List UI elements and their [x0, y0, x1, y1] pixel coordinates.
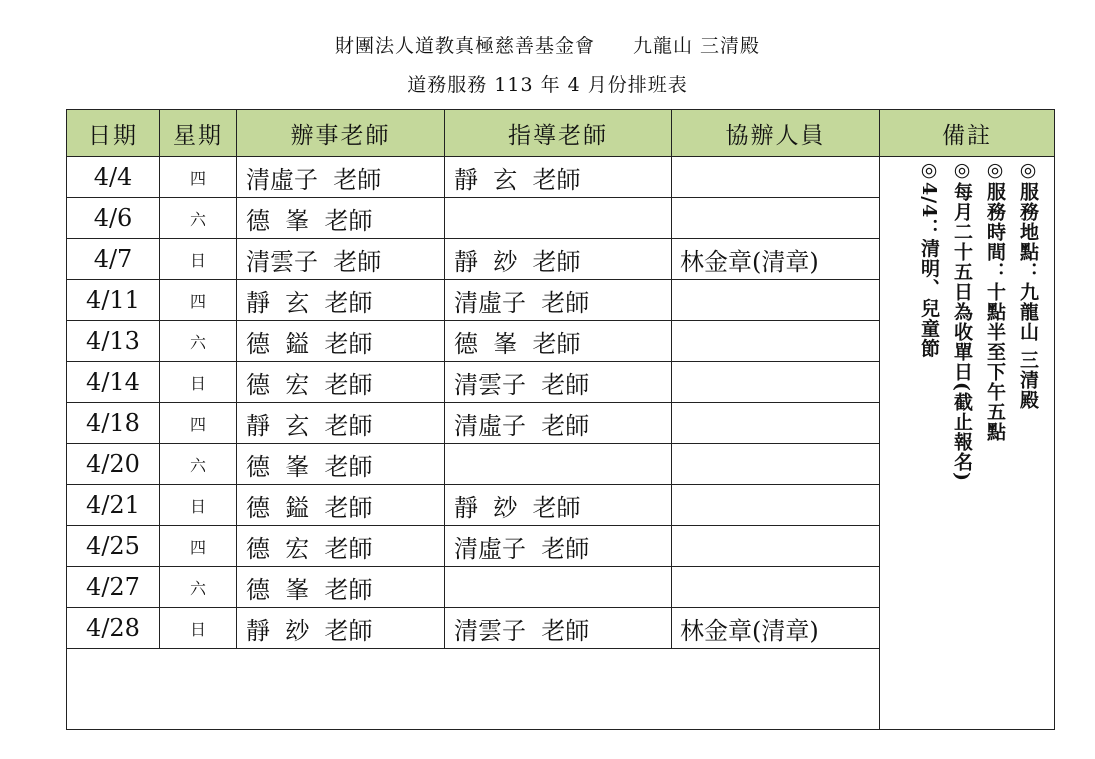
assist-cell [672, 403, 880, 444]
date-cell: 4/25 [67, 526, 160, 567]
col-header-guide: 指導老師 [445, 110, 672, 157]
guide-cell: 靜 玅 老師 [445, 239, 672, 280]
assist-cell: 林金章(清章) [672, 608, 880, 649]
guide-cell: 靜 玅 老師 [445, 485, 672, 526]
guide-cell: 清虛子 老師 [445, 526, 672, 567]
notes-cell [880, 157, 1055, 730]
weekday-cell: 四 [160, 526, 237, 567]
assist-cell [672, 567, 880, 608]
handler-cell: 靜 玄 老師 [237, 280, 445, 321]
guide-cell: 清虛子 老師 [445, 280, 672, 321]
date-cell: 4/27 [67, 567, 160, 608]
date-cell: 4/14 [67, 362, 160, 403]
table-header-row [67, 110, 1055, 157]
handler-cell: 清虛子 老師 [237, 157, 445, 198]
weekday-cell: 日 [160, 239, 237, 280]
weekday-cell: 四 [160, 403, 237, 444]
handler-cell: 德 鎰 老師 [237, 485, 445, 526]
handler-cell: 德 峯 老師 [237, 444, 445, 485]
date-cell: 4/20 [67, 444, 160, 485]
col-header-assist: 協辦人員 [672, 110, 880, 157]
handler-cell: 清雲子 老師 [237, 239, 445, 280]
col-header-date: 日期 [67, 110, 160, 157]
assist-cell: 林金章(清章) [672, 239, 880, 280]
assist-cell [672, 526, 880, 567]
note-location: ◎服務地點：九龍山 三清殿 [1017, 159, 1039, 410]
weekday-cell: 日 [160, 608, 237, 649]
guide-cell: 德 峯 老師 [445, 321, 672, 362]
guide-cell [445, 444, 672, 485]
assist-cell [672, 280, 880, 321]
assist-cell [672, 198, 880, 239]
col-header-notes: 備註 [880, 110, 1055, 157]
assist-cell [672, 157, 880, 198]
handler-cell: 德 宏 老師 [237, 526, 445, 567]
date-cell: 4/18 [67, 403, 160, 444]
org-name: 財團法人道教真極慈善基金會 [334, 35, 595, 57]
col-header-handler: 辦事老師 [237, 110, 445, 157]
blank-cell [67, 649, 880, 730]
weekday-cell: 六 [160, 321, 237, 362]
weekday-cell: 四 [160, 280, 237, 321]
table-row [67, 157, 1055, 198]
handler-cell: 德 鎰 老師 [237, 321, 445, 362]
schedule-table [66, 109, 1055, 730]
temple-name: 九龍山 三清殿 [632, 35, 761, 57]
handler-cell: 德 宏 老師 [237, 362, 445, 403]
schedule-subtitle: 道務服務 113 年 4 月份排班表 [407, 74, 688, 96]
col-header-weekday: 星期 [160, 110, 237, 157]
date-cell: 4/28 [67, 608, 160, 649]
weekday-cell: 六 [160, 567, 237, 608]
date-cell: 4/13 [67, 321, 160, 362]
guide-cell [445, 567, 672, 608]
handler-cell: 靜 玅 老師 [237, 608, 445, 649]
weekday-cell: 日 [160, 362, 237, 403]
handler-cell: 靜 玄 老師 [237, 403, 445, 444]
weekday-cell: 六 [160, 198, 237, 239]
guide-cell [445, 198, 672, 239]
guide-cell: 清雲子 老師 [445, 608, 672, 649]
note-holiday: ◎4/4：清明、兒童節 [918, 159, 940, 359]
notes-list [880, 157, 1054, 719]
date-cell: 4/7 [67, 239, 160, 280]
date-cell: 4/11 [67, 280, 160, 321]
handler-cell: 德 峯 老師 [237, 567, 445, 608]
assist-cell [672, 362, 880, 403]
guide-cell: 清虛子 老師 [445, 403, 672, 444]
assist-cell [672, 444, 880, 485]
note-deadline: ◎每月二十五日為收單日(截止報名) [951, 159, 973, 482]
date-cell: 4/6 [67, 198, 160, 239]
weekday-cell: 四 [160, 157, 237, 198]
date-cell: 4/21 [67, 485, 160, 526]
weekday-cell: 日 [160, 485, 237, 526]
date-cell: 4/4 [67, 157, 160, 198]
assist-cell [672, 321, 880, 362]
weekday-cell: 六 [160, 444, 237, 485]
handler-cell: 德 峯 老師 [237, 198, 445, 239]
guide-cell: 清雲子 老師 [445, 362, 672, 403]
document-title [0, 31, 1095, 58]
note-hours: ◎服務時間：十點半至下午五點 [984, 159, 1006, 442]
assist-cell [672, 485, 880, 526]
guide-cell: 靜 玄 老師 [445, 157, 672, 198]
